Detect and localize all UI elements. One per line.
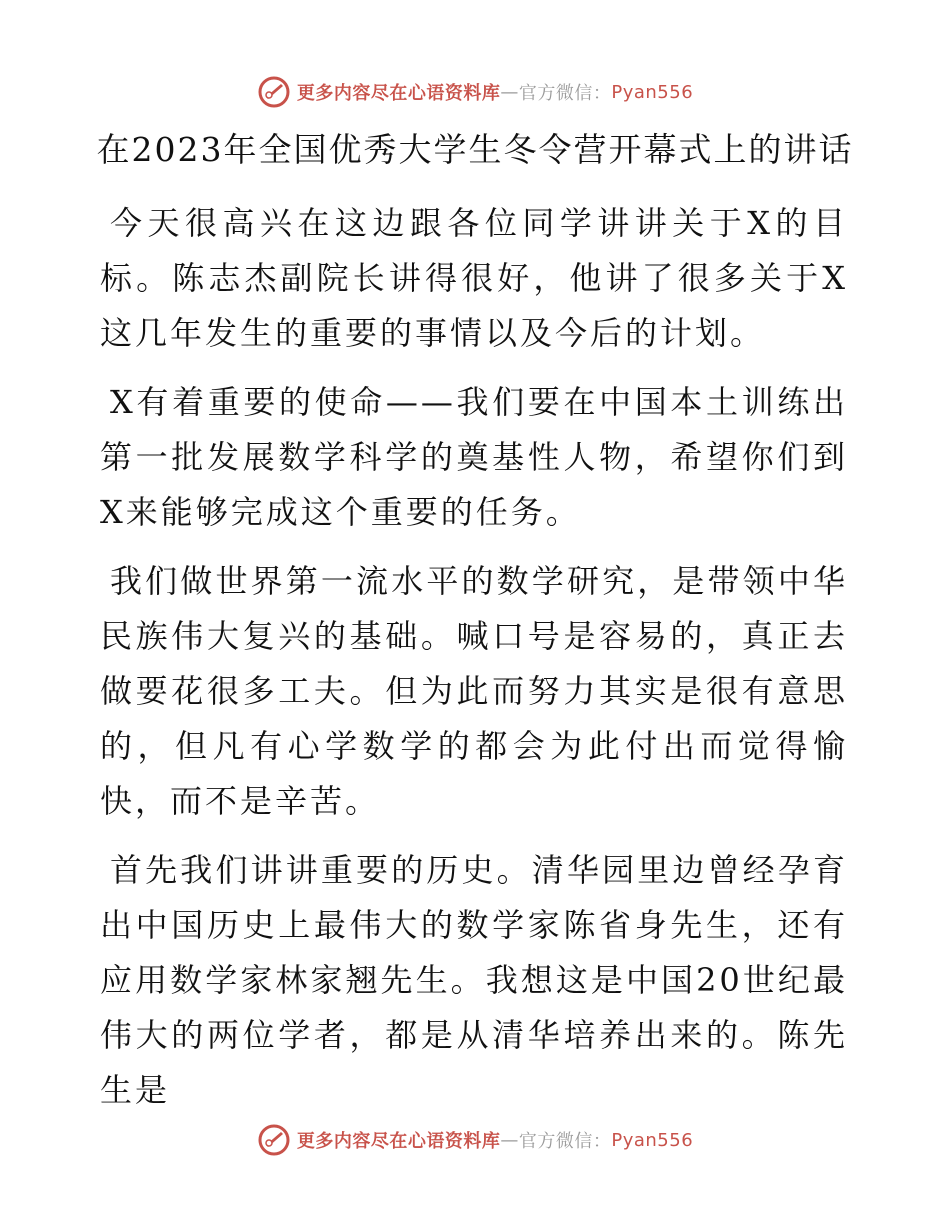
- document-body: [100, 196, 848, 1132]
- banner-dash: —: [500, 1129, 519, 1151]
- wechat-label: 官方微信：: [518, 1131, 612, 1152]
- header-watermark-banner: [0, 72, 950, 112]
- paragraph: X有着重要的使命——我们要在中国本土训练出第一批发展数学科学的奠基性人物，希望你们到X来能够完成这个重要的任务。: [100, 383, 848, 531]
- paragraph: 首先我们讲讲重要的历史。清华园里边曾经孕育出中国历史上最伟大的数学家陈省身先生，还有应用数学家林家翘先生。我想这是中国20世纪最伟大的两位学者，都是从清华培养出来的。陈先生是: [100, 851, 848, 1109]
- brand-text: 更多内容尽在心语资料库: [296, 1131, 501, 1152]
- footer-watermark-banner: [0, 1120, 950, 1160]
- brand-logo-icon: [257, 1123, 291, 1157]
- wechat-id: Pyan556: [611, 81, 694, 103]
- paragraph: 今天很高兴在这边跟各位同学讲讲关于X的目标。陈志杰副院长讲得很好，他讲了很多关于X这几年发生的重要的事情以及今后的计划。: [100, 204, 848, 352]
- brand-logo-icon: [257, 75, 291, 109]
- document-title: 在2023年全国优秀大学生冬令营开幕式上的讲话: [96, 130, 854, 169]
- wechat-label: 官方微信：: [518, 83, 612, 104]
- brand-text: 更多内容尽在心语资料库: [296, 83, 501, 104]
- wechat-id: Pyan556: [611, 1129, 694, 1151]
- banner-dash: —: [500, 81, 519, 103]
- paragraph: 我们做世界第一流水平的数学研究，是带领中华民族伟大复兴的基础。喊口号是容易的，真正去做要花很多工夫。但为此而努力其实是很有意思的，但凡有心学数学的都会为此付出而觉得愉快，而不是辛苦。: [100, 562, 848, 820]
